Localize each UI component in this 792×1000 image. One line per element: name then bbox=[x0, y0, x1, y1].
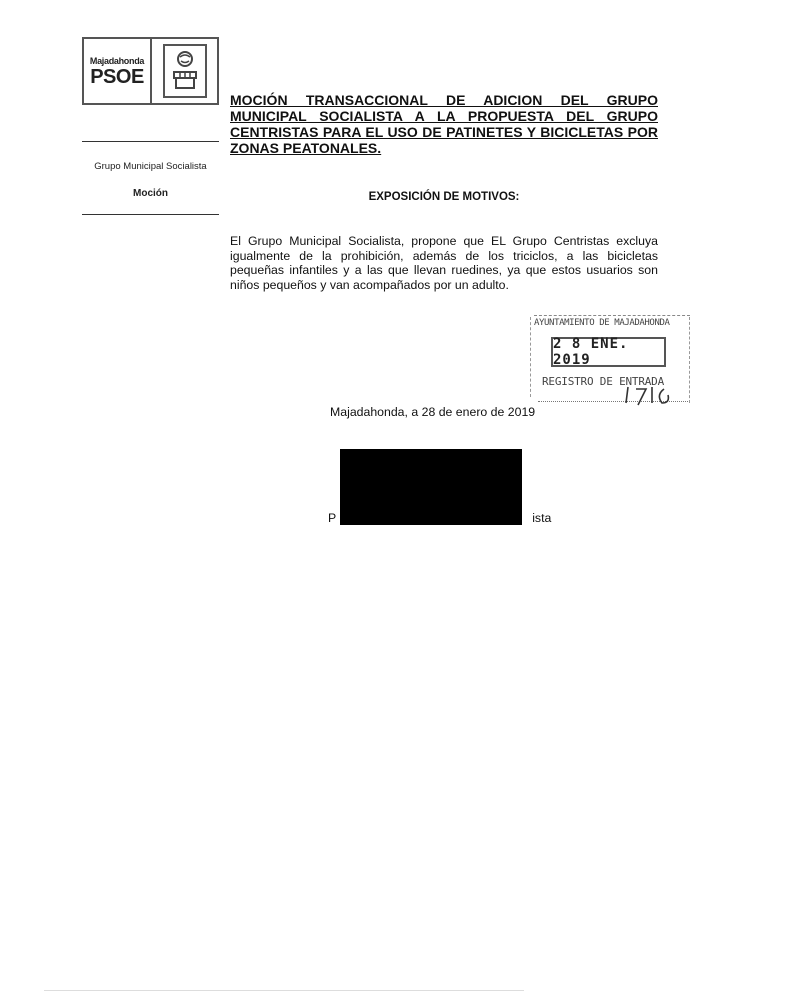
section-title: EXPOSICIÓN DE MOTIVOS: bbox=[368, 191, 520, 203]
handwritten-number bbox=[622, 383, 682, 407]
signature-caption-start: P bbox=[328, 511, 337, 525]
sidebar-divider-top bbox=[82, 141, 219, 142]
place-date-line: Majadahonda, a 28 de enero de 2019 bbox=[330, 405, 536, 419]
page-bottom-rule bbox=[44, 990, 524, 991]
stamp-authority: AYUNTAMIENTO DE MAJADAHONDA bbox=[534, 315, 690, 328]
fist-and-rose-icon bbox=[152, 39, 217, 103]
sidebar-group-name: Grupo Municipal Socialista bbox=[94, 161, 207, 172]
motion-body: El Grupo Municipal Socialista, propone que EL Grupo Centristas excluya igualmente de la prohibición, además de los triciclos, a las bicicletas pequeñas infantiles y a las que llevan ruedines, ya que estos usuarios son niños pequeños y van acompañados por un adulto. bbox=[230, 234, 658, 292]
stamp-date: 2 8 ENE. 2019 bbox=[551, 337, 666, 367]
redaction-block bbox=[340, 449, 522, 525]
stamp-border-right bbox=[689, 317, 690, 403]
signature-caption-end: ista bbox=[532, 511, 552, 525]
motion-title: MOCIÓN TRANSACCIONAL DE ADICION DEL GRUPO MUNICIPAL SOCIALISTA A LA PROPUESTA DEL GRUPO CENTRISTAS PARA EL USO DE PATINETES Y BICICLETAS POR ZONAS PEATONALES. bbox=[230, 92, 658, 156]
registry-stamp bbox=[530, 313, 690, 409]
logo-party: PSOE bbox=[90, 66, 144, 88]
logo-city: Majadahonda bbox=[89, 56, 145, 66]
sidebar-doc-type: Moción bbox=[133, 188, 168, 199]
logo-text-block bbox=[84, 39, 152, 103]
stamp-border-left bbox=[530, 317, 531, 397]
sidebar-divider-bottom bbox=[82, 214, 219, 215]
psoe-logo bbox=[82, 37, 219, 105]
stamp-registry: REGISTRO DE ENTRADA bbox=[542, 375, 665, 388]
